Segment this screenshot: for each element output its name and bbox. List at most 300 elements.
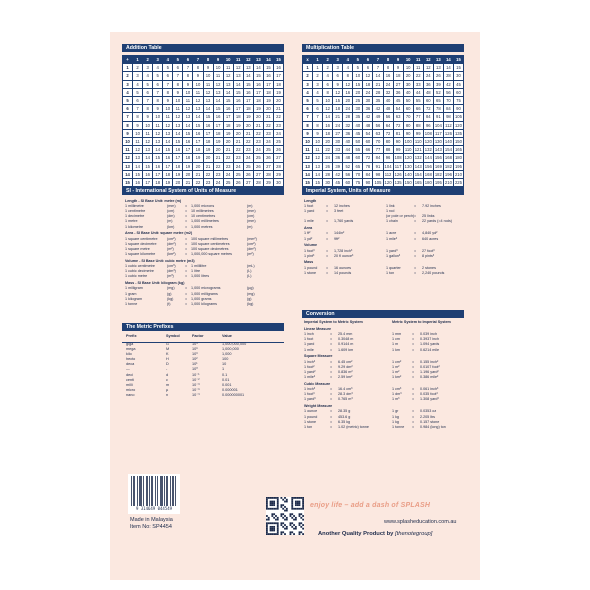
table-row bbox=[303, 170, 464, 178]
measure-cell: = bbox=[330, 359, 333, 364]
table-cell: 20 bbox=[183, 170, 193, 178]
table-cell: 5 bbox=[153, 72, 163, 80]
table-cell: 25 bbox=[233, 170, 243, 178]
table-cell: 25 bbox=[243, 162, 253, 170]
qr-module bbox=[284, 497, 286, 499]
table-cell: 17 bbox=[193, 138, 203, 146]
qr-finder-module bbox=[266, 497, 268, 499]
table-cell: 120 bbox=[424, 139, 432, 145]
table-cell: 56 bbox=[443, 88, 453, 96]
measure-cell: (t) bbox=[167, 302, 171, 306]
table-row bbox=[123, 170, 284, 178]
measure-cell: = bbox=[185, 296, 188, 301]
table-cell: 91 bbox=[433, 113, 443, 121]
table-cell: 45 bbox=[353, 129, 363, 137]
table-cell: 16 bbox=[263, 72, 273, 80]
measure-cell: 1.196 yard² bbox=[420, 369, 439, 374]
qr-finder-module bbox=[291, 506, 293, 508]
measure-cell: = bbox=[412, 409, 415, 414]
table-cell: 17 bbox=[273, 72, 283, 80]
measure-cell: = bbox=[414, 231, 417, 236]
table-cell: 110 bbox=[404, 147, 412, 153]
measure-cell: 1 inch bbox=[304, 331, 314, 336]
table-cell: 96 bbox=[383, 154, 393, 162]
qr-module bbox=[282, 517, 284, 519]
table-cell: 15 bbox=[353, 80, 363, 88]
table-cell: 13 bbox=[213, 88, 223, 96]
table-cell: 26 bbox=[433, 72, 443, 80]
measure-cell: = bbox=[414, 248, 417, 253]
barcode-bar bbox=[175, 476, 176, 506]
table-cell: 8 bbox=[343, 72, 353, 80]
table-cell: 19 bbox=[223, 129, 233, 137]
qr-module bbox=[282, 508, 284, 510]
table-cell: 63 bbox=[373, 129, 383, 137]
qr-finder-module bbox=[299, 504, 301, 506]
table-cell: 126 bbox=[444, 130, 452, 136]
qr-module bbox=[273, 513, 275, 515]
measure-cell: 144in² bbox=[334, 231, 345, 236]
table-cell: 20 bbox=[243, 121, 253, 129]
quality-text: Another Quality Product by bbox=[318, 531, 394, 537]
qr-finder-module bbox=[270, 530, 272, 532]
qr-finder-module bbox=[273, 528, 275, 530]
measure-cell: = bbox=[326, 219, 329, 224]
measure-cell: = bbox=[330, 419, 333, 424]
qr-code[interactable] bbox=[266, 497, 304, 535]
table-cell: 25 bbox=[253, 154, 263, 162]
table-row bbox=[303, 154, 464, 162]
qr-module bbox=[284, 528, 286, 530]
table-cell: 156 bbox=[424, 163, 432, 169]
table-cell: 11 bbox=[153, 121, 163, 129]
table-cell: 8 bbox=[153, 97, 163, 105]
qr-finder-module bbox=[268, 497, 270, 499]
qr-finder-module bbox=[271, 502, 273, 504]
table-cell: 30 bbox=[333, 138, 343, 146]
qr-module bbox=[295, 528, 297, 530]
measure-cell: = bbox=[414, 270, 417, 275]
table-cell: 14 bbox=[443, 64, 453, 72]
measure-cell: 14 pounds bbox=[334, 270, 352, 275]
measure-cell: = bbox=[326, 203, 329, 208]
measure-cell: = bbox=[185, 274, 188, 279]
prefix-cell: 10⁻¹ bbox=[192, 372, 200, 377]
qr-finder-module bbox=[271, 526, 273, 528]
measure-cell: = bbox=[185, 269, 188, 274]
measure-cell: = bbox=[326, 231, 329, 236]
qr-finder-module bbox=[271, 533, 273, 535]
table-cell: 36 bbox=[393, 88, 403, 96]
barcode-bar bbox=[134, 476, 135, 506]
table-cell: 8 bbox=[383, 64, 393, 72]
qr-finder-module bbox=[277, 502, 279, 504]
table-cell: 108 bbox=[394, 155, 402, 161]
table-cell: 30 bbox=[363, 97, 373, 105]
qr-finder-module bbox=[302, 499, 304, 501]
table-cell: 18 bbox=[233, 113, 243, 121]
table-cell: 195 bbox=[454, 163, 462, 169]
measure-cell: = bbox=[185, 291, 188, 296]
measure-cell: 1,000 microns bbox=[191, 203, 215, 208]
qr-module bbox=[290, 522, 292, 524]
column-header: 14 bbox=[443, 56, 453, 64]
qr-module bbox=[271, 513, 273, 515]
measure-cell: 9ft² bbox=[334, 236, 340, 241]
qr-module bbox=[291, 513, 293, 515]
measure-cell: = bbox=[185, 264, 188, 269]
multiplication-table-title: Multiplication Table bbox=[302, 44, 464, 52]
measure-cell: 1 millilitre bbox=[191, 264, 207, 269]
row-header: 11 bbox=[123, 146, 133, 154]
table-cell: 23 bbox=[223, 162, 233, 170]
measure-cell: 1 m² bbox=[392, 364, 400, 369]
table-cell: 9 bbox=[203, 64, 213, 72]
column-header: 9 bbox=[213, 56, 223, 64]
prefix-cell: 1 bbox=[222, 367, 225, 372]
table-cell: 132 bbox=[414, 155, 422, 161]
table-cell: 54 bbox=[363, 129, 373, 137]
table-cell: 13 bbox=[233, 72, 243, 80]
measure-cell: (kg) bbox=[247, 302, 254, 306]
table-cell: 21 bbox=[213, 154, 223, 162]
table-row bbox=[303, 162, 464, 170]
table-cell: 7 bbox=[163, 80, 173, 88]
measure-cell: = bbox=[414, 265, 417, 270]
row-header: 15 bbox=[123, 179, 133, 187]
measure-cell: 0.3937 inch bbox=[420, 337, 440, 342]
qr-module bbox=[290, 524, 292, 526]
table-cell: 15 bbox=[193, 121, 203, 129]
row-header: 12 bbox=[303, 154, 313, 162]
qr-module bbox=[286, 517, 288, 519]
table-cell: 154 bbox=[414, 171, 422, 177]
table-cell: 9 bbox=[163, 97, 173, 105]
measure-cell: 4,840 yd² bbox=[422, 231, 438, 236]
table-cell: 17 bbox=[163, 162, 173, 170]
column-header: 13 bbox=[253, 56, 263, 64]
table-cell: 182 bbox=[434, 171, 442, 177]
measure-cell: 1,000 grams bbox=[191, 296, 212, 301]
table-cell: 13 bbox=[243, 64, 253, 72]
table-cell: 24 bbox=[323, 154, 333, 162]
column-header: 5 bbox=[353, 56, 363, 64]
table-cell: 7 bbox=[143, 97, 153, 105]
table-cell: 21 bbox=[333, 113, 343, 121]
table-cell: 168 bbox=[424, 171, 432, 177]
table-cell: 52 bbox=[433, 88, 443, 96]
table-header-row bbox=[123, 56, 284, 64]
brand-name: [thenotegroup] bbox=[395, 531, 433, 537]
measure-cell: 6.45 cm² bbox=[338, 359, 353, 364]
conversion-title: Conversion bbox=[302, 310, 464, 318]
qr-module bbox=[300, 531, 302, 533]
table-cell: 18 bbox=[243, 105, 253, 113]
measure-cell: (dm²) bbox=[167, 241, 176, 246]
table-cell: 36 bbox=[343, 129, 353, 137]
table-cell: 24 bbox=[253, 146, 263, 154]
table-cell: 50 bbox=[353, 138, 363, 146]
table-cell: 6 bbox=[153, 80, 163, 88]
qr-finder-module bbox=[302, 497, 304, 499]
table-cell: 15 bbox=[253, 72, 263, 80]
measure-cell: (m) bbox=[247, 224, 253, 229]
measure-cell: 1 square decimetre bbox=[125, 241, 157, 246]
measure-cell: 1 ton bbox=[386, 270, 395, 275]
qr-finder-module bbox=[295, 497, 297, 499]
qr-finder-module bbox=[275, 497, 277, 499]
table-cell: 150 bbox=[404, 180, 412, 186]
measure-cell: (m²) bbox=[167, 246, 174, 251]
table-row bbox=[123, 121, 284, 129]
measure-cell: 20 fl ounce³ bbox=[334, 253, 354, 258]
table-cell: 8 bbox=[323, 88, 333, 96]
qr-finder-module bbox=[271, 530, 273, 532]
table-cell: 55 bbox=[353, 146, 363, 154]
measure-cell: = bbox=[326, 265, 329, 270]
table-cell: 4 bbox=[313, 88, 323, 96]
measure-cell: 0.386 mile² bbox=[420, 375, 439, 380]
qr-module bbox=[302, 528, 304, 530]
measure-cell: = bbox=[412, 419, 415, 424]
table-cell: 13 bbox=[163, 129, 173, 137]
table-cell: 36 bbox=[333, 154, 343, 162]
measure-cell: 1 foot bbox=[304, 203, 314, 208]
table-cell: 80 bbox=[383, 138, 393, 146]
qr-module bbox=[280, 506, 282, 508]
qr-finder-module bbox=[273, 502, 275, 504]
qr-finder-module bbox=[277, 522, 279, 524]
qr-module bbox=[271, 515, 273, 517]
table-cell: 112 bbox=[384, 171, 392, 177]
row-header: 1 bbox=[303, 64, 313, 72]
table-cell: 17 bbox=[183, 146, 193, 154]
barcode-digits: 9 314649 044549 bbox=[135, 506, 173, 511]
prefix-cell: M bbox=[166, 347, 170, 352]
row-header: 4 bbox=[303, 88, 313, 96]
measure-cell: (km²) bbox=[167, 252, 176, 257]
qr-finder-module bbox=[266, 504, 268, 506]
table-cell: 26 bbox=[253, 162, 263, 170]
qr-finder-module bbox=[293, 508, 295, 510]
table-cell: 22 bbox=[233, 146, 243, 154]
table-cell: 44 bbox=[413, 88, 423, 96]
table-cell: 4 bbox=[343, 64, 353, 72]
table-cell: 20 bbox=[173, 179, 183, 187]
prefix-cell: d bbox=[166, 372, 169, 377]
table-cell: 29 bbox=[273, 170, 283, 178]
table-cell: 22 bbox=[203, 170, 213, 178]
table-cell: 21 bbox=[233, 138, 243, 146]
qr-finder-module bbox=[266, 522, 268, 524]
qr-finder-module bbox=[277, 501, 279, 503]
prefix-header-row bbox=[126, 334, 284, 339]
table-cell: 12 bbox=[223, 72, 233, 80]
table-cell: 120 bbox=[454, 122, 462, 128]
measure-cell: 1 decimetre bbox=[125, 214, 145, 219]
measure-cell: = bbox=[330, 337, 333, 342]
qr-finder-module bbox=[266, 508, 268, 510]
measure-cell: 1 inch³ bbox=[304, 387, 316, 392]
prefix-cell: 10⁰ bbox=[192, 367, 198, 372]
table-cell: 14 bbox=[213, 97, 223, 105]
table-cell: 7 bbox=[373, 64, 383, 72]
table-cell: 15 bbox=[453, 64, 463, 72]
imperial-units-title: Imperial System, Units of Measure bbox=[302, 187, 464, 195]
measure-cell: 453.6 g bbox=[338, 414, 351, 419]
table-cell: 5 bbox=[353, 64, 363, 72]
measure-cell: (dm) bbox=[167, 214, 175, 219]
table-cell: 11 bbox=[133, 138, 143, 146]
column-header: 11 bbox=[413, 56, 423, 64]
qr-module bbox=[280, 533, 282, 535]
qr-finder-module bbox=[277, 524, 279, 526]
table-cell: 7 bbox=[173, 72, 183, 80]
table-cell: 40 bbox=[383, 97, 393, 105]
qr-finder-module bbox=[299, 508, 301, 510]
row-header: 2 bbox=[303, 72, 313, 80]
table-header-row bbox=[303, 56, 464, 64]
measure-cell: = bbox=[412, 425, 415, 429]
row-header: 5 bbox=[303, 97, 313, 105]
table-cell: 99 bbox=[393, 146, 403, 154]
qr-module bbox=[293, 515, 295, 517]
table-cell: 4 bbox=[133, 80, 143, 88]
prefix-cell: 1,000 bbox=[222, 352, 232, 357]
table-cell: 4 bbox=[323, 72, 333, 80]
website-link[interactable]: www.splasheducation.com.au bbox=[384, 519, 457, 525]
measure-cell: 6.35 kg bbox=[338, 419, 351, 424]
measure-cell: 1 rod bbox=[386, 208, 395, 213]
measure-cell: 1 kg bbox=[392, 414, 399, 419]
table-cell: 117 bbox=[435, 130, 442, 136]
table-cell: 150 bbox=[454, 139, 462, 145]
measure-cell: = bbox=[330, 331, 333, 336]
table-cell: 16 bbox=[153, 162, 163, 170]
qr-finder-module bbox=[271, 508, 273, 510]
measure-cell: = bbox=[326, 248, 329, 253]
qr-finder-module bbox=[273, 526, 275, 528]
measure-cell: (cm) bbox=[167, 208, 175, 213]
prefix-cell: 10⁶ bbox=[192, 347, 198, 352]
measure-cell: 7.92 inches bbox=[422, 203, 441, 208]
table-cell: 180 bbox=[454, 155, 462, 161]
table-cell: 10 bbox=[353, 72, 363, 80]
table-cell: 14 bbox=[133, 162, 143, 170]
table-cell: 210 bbox=[444, 180, 452, 186]
measure-cell: 0.0107 foot² bbox=[420, 364, 440, 369]
barcode-bar bbox=[137, 476, 138, 506]
measure-cell: (m³) bbox=[167, 274, 174, 279]
table-cell: 12 bbox=[133, 146, 143, 154]
table-cell: 18 bbox=[263, 88, 273, 96]
barcode-bar bbox=[172, 476, 173, 506]
qr-finder-module bbox=[277, 508, 279, 510]
qr-finder-module bbox=[270, 508, 272, 510]
measure-cell: 1 yard² bbox=[304, 369, 316, 374]
table-cell: 14 bbox=[373, 72, 383, 80]
table-cell: 16 bbox=[243, 88, 253, 96]
table-cell: 19 bbox=[253, 105, 263, 113]
measure-cell: = bbox=[185, 246, 188, 251]
measure-cell: (mm²) bbox=[247, 236, 257, 241]
prefix-cell: 1,000,000,000 bbox=[222, 342, 247, 346]
prefix-cell: deci bbox=[126, 372, 133, 377]
qr-module bbox=[299, 531, 301, 533]
table-cell: 22 bbox=[223, 154, 233, 162]
table-cell: 10 bbox=[143, 121, 153, 129]
table-cell: 21 bbox=[273, 105, 283, 113]
table-cell: 13 bbox=[203, 97, 213, 105]
table-cell: 17 bbox=[263, 80, 273, 88]
measure-cell: = bbox=[185, 214, 188, 219]
column-header: 2 bbox=[323, 56, 333, 64]
table-cell: 130 bbox=[404, 163, 412, 169]
table-row bbox=[123, 179, 284, 187]
table-cell: 20 bbox=[343, 97, 353, 105]
table-row bbox=[123, 80, 284, 88]
measure-cell: = bbox=[330, 375, 333, 380]
table-cell: 2 bbox=[323, 64, 333, 72]
qr-finder-module bbox=[297, 501, 299, 503]
prefix-cell: c bbox=[166, 377, 168, 382]
row-header: 10 bbox=[123, 138, 133, 146]
measure-cell: (cm³) bbox=[167, 264, 176, 269]
imperial-units-section bbox=[304, 197, 464, 276]
measure-cell: (mm) bbox=[247, 208, 256, 213]
table-cell: 48 bbox=[343, 154, 353, 162]
row-header: 4 bbox=[123, 88, 133, 96]
table-cell: 90 bbox=[363, 179, 373, 187]
table-cell: 35 bbox=[373, 97, 383, 105]
table-cell: 13 bbox=[133, 154, 143, 162]
measure-cell: 1 mile bbox=[304, 219, 314, 224]
qr-finder-module bbox=[277, 499, 279, 501]
table-cell: 11 bbox=[313, 146, 323, 154]
measure-cell: (cm) bbox=[247, 214, 255, 219]
table-cell: 72 bbox=[423, 105, 433, 113]
measure-cell: = bbox=[185, 208, 188, 213]
group-title: Mass - SI Base Unit: kilogram (kg) bbox=[125, 281, 185, 286]
measure-cell: (mm) bbox=[247, 219, 256, 224]
qr-finder-module bbox=[266, 506, 268, 508]
group-title: Weight Measure bbox=[304, 404, 333, 409]
measure-cell: = bbox=[330, 425, 333, 429]
table-cell: 16 bbox=[253, 80, 263, 88]
measure-cell: 25 links bbox=[422, 214, 435, 219]
table-cell: 19 bbox=[193, 154, 203, 162]
qr-finder-module bbox=[297, 497, 299, 499]
table-cell: 28 bbox=[253, 179, 263, 187]
measure-cell: 1 kilogram bbox=[125, 296, 143, 301]
table-cell: 108 bbox=[424, 130, 432, 136]
table-cell: 29 bbox=[263, 179, 273, 187]
measure-cell: 1 gram bbox=[125, 291, 137, 296]
table-cell: 27 bbox=[393, 80, 403, 88]
measure-cell: 1 milligram bbox=[125, 286, 143, 291]
table-cell: 10 bbox=[133, 129, 143, 137]
measure-cell: 1 pound bbox=[304, 414, 318, 419]
prefix-cell: 10³ bbox=[192, 352, 198, 357]
table-cell: 24 bbox=[363, 88, 373, 96]
table-cell: 66 bbox=[413, 105, 423, 113]
measure-cell: = bbox=[330, 342, 333, 347]
table-cell: 104 bbox=[434, 122, 442, 128]
table-cell: 17 bbox=[203, 129, 213, 137]
table-cell: 19 bbox=[213, 138, 223, 146]
prefix-cell: D bbox=[166, 362, 169, 367]
table-cell: 98 bbox=[443, 113, 453, 121]
